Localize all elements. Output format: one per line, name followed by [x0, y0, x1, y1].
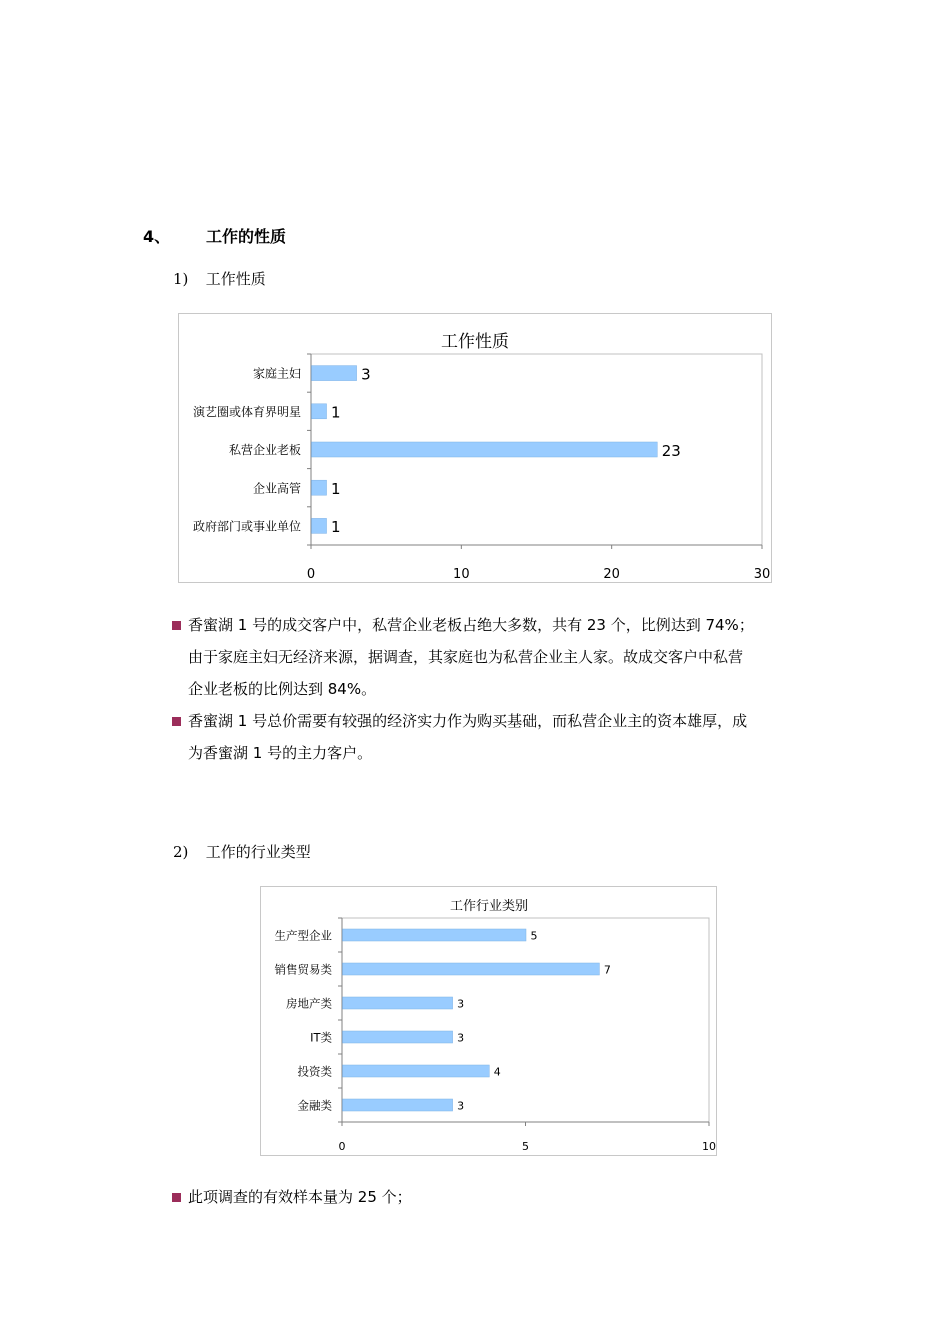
subheading-1 [173, 268, 266, 289]
data-label: 23 [661, 441, 681, 460]
chart-work-nature [178, 313, 772, 583]
category-label: 演艺圈或体育界明星 [192, 404, 301, 419]
bullet-square-icon [172, 1193, 181, 1202]
chart-industry-type [260, 886, 717, 1156]
bullet-item-2-line-1: 香蜜湖 1 号总价需要有较强的经济实力作为购买基础，而私营企业主的资本雄厚，成 [188, 712, 748, 730]
category-label: 销售贸易类 [274, 962, 332, 977]
chart-title: 工作行业类别 [449, 899, 529, 914]
subheading-2-title: 工作的行业类型 [205, 843, 311, 861]
bullet-item-3-line-1: 此项调查的有效样本量为 25 个； [188, 1188, 412, 1206]
x-tick-label: 0 [338, 1140, 346, 1153]
bullet-item-3 [172, 1181, 822, 1213]
chart-work-nature-svg [179, 314, 771, 582]
bar [312, 518, 327, 533]
bullet-item-2 [172, 705, 822, 769]
bar [312, 366, 357, 381]
chart-industry-type-svg [261, 887, 716, 1155]
category-label: 企业高管 [252, 481, 301, 496]
bullet-square-icon [172, 717, 181, 726]
bullet-square-icon [172, 621, 181, 630]
data-label: 7 [603, 963, 611, 977]
bar [343, 1031, 453, 1043]
subheading-1-number: 1) [173, 270, 189, 288]
data-label: 1 [331, 403, 341, 422]
x-tick-label: 10 [702, 1140, 716, 1153]
bar [312, 442, 658, 457]
bullet-list-2 [172, 1181, 822, 1213]
chart-title: 工作性质 [441, 332, 509, 352]
section-title: 工作的性质 [206, 227, 287, 246]
x-tick-label: 5 [522, 1140, 529, 1153]
x-tick-label: 30 [753, 567, 771, 582]
subheading-1-title: 工作性质 [205, 270, 266, 288]
x-tick-label: 0 [306, 567, 316, 582]
data-label: 3 [457, 1031, 465, 1045]
category-label: IT类 [310, 1030, 332, 1045]
bar [312, 480, 327, 495]
category-label: 生产型企业 [274, 928, 332, 943]
category-label: 投资类 [297, 1064, 332, 1079]
subheading-2 [173, 841, 311, 862]
bullet-item-1-line-2: 由于家庭主妇无经济来源，据调查，其家庭也为私营企业主人家。故成交客户中私营 [188, 648, 744, 666]
section-number: 4、 [143, 227, 171, 246]
bar [312, 404, 327, 419]
category-label: 政府部门或事业单位 [192, 519, 301, 534]
bar [343, 1099, 453, 1111]
data-label: 1 [331, 480, 341, 498]
data-label: 4 [493, 1065, 501, 1079]
bullet-item-1 [172, 609, 822, 705]
x-tick-label: 20 [603, 567, 620, 582]
data-label: 3 [361, 365, 371, 384]
data-label: 1 [331, 518, 341, 537]
bar [343, 1065, 490, 1077]
bullet-item-1-line-3: 企业老板的比例达到 84%。 [188, 680, 377, 698]
data-label: 5 [530, 929, 538, 943]
data-label: 3 [457, 1099, 465, 1113]
category-label: 金融类 [297, 1098, 332, 1113]
category-label: 房地产类 [286, 996, 332, 1011]
x-tick-label: 10 [453, 567, 470, 582]
category-label: 家庭主妇 [252, 366, 301, 381]
bar [343, 997, 453, 1009]
section-heading [143, 224, 287, 247]
bullet-list-1 [172, 609, 822, 769]
bar [343, 963, 600, 975]
bullet-item-1-line-1: 香蜜湖 1 号的成交客户中，私营企业老板占绝大多数，共有 23 个，比例达到 74%； [188, 616, 754, 634]
plot-area-frame [342, 918, 709, 1122]
bar [343, 929, 527, 941]
data-label: 3 [457, 997, 465, 1011]
subheading-2-number: 2) [173, 843, 189, 861]
bullet-item-2-line-2: 为香蜜湖 1 号的主力客户。 [188, 744, 373, 762]
category-label: 私营企业老板 [228, 443, 301, 458]
